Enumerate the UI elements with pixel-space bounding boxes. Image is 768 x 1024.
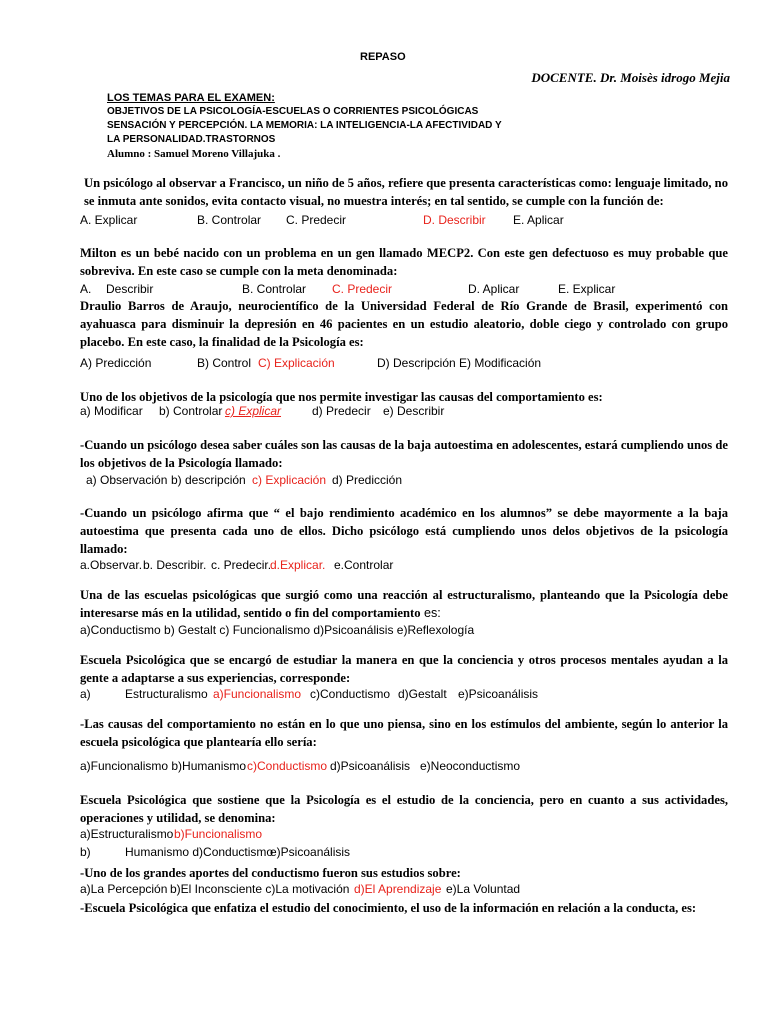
option: a.Observar.: [80, 558, 143, 572]
student-name: Alumno : Samuel Moreno Villajuka .: [107, 148, 281, 160]
option-correct: d)El Aprendizaje: [354, 882, 442, 896]
question-text: Uno de los objetivos de la psicología que nos permite investigar las causas del comportamiento es:: [80, 390, 603, 404]
option: b) Controlar: [159, 404, 223, 418]
option: c)Conductismo: [310, 687, 391, 701]
option: b) descripción: [171, 473, 246, 487]
option: A.: [80, 282, 92, 296]
question-text: -Cuando un psicólogo desea saber cuáles son las causas de la baja autoestima en adolescentes, estará cumpliendo unos de los objetivos de la Psicología llamado:: [80, 438, 728, 470]
option-correct: d.Explicar.: [270, 558, 326, 572]
option: e)Neoconductismo: [420, 759, 521, 773]
topic-line: OBJETIVOS DE LA PSICOLOGÍA-ESCUELAS O CORRIENTES PSICOLÓGICAS: [107, 106, 479, 117]
option: b)El Inconsciente c)La motivación: [170, 882, 350, 896]
question-text-suffix: es:: [420, 606, 441, 620]
question-text: -Las causas del comportamiento no están en lo que uno piensa, sino en los estímulos del ambiente, según lo anterior la escuela psicológica que plantearía ello sería:: [80, 717, 728, 749]
option: e) Describir: [383, 404, 445, 418]
option: d) Predicción: [332, 473, 403, 487]
option: a)La Percepción: [80, 882, 168, 896]
question-text: Milton es un bebé nacido con un problema en un gen llamado MECP2. Con este gen defectuoso es muy probable que sobreviva. En este caso se cumple con la meta denominada:: [80, 246, 728, 278]
option: d)Gestalt: [398, 687, 447, 701]
question-text-main: Una de las escuelas psicológicas que surgió como una reacción al estructuralismo, planteando que la Psicología debe interesarse más en la utilidad, sentido o fin del comportamiento: [80, 588, 728, 620]
option: e)La Voluntad: [446, 882, 521, 896]
topics-heading: LOS TEMAS PARA EL EXAMEN:: [107, 92, 275, 104]
question-text: -Cuando un psicólogo afirma que “ el bajo rendimiento académico en los alumnos” se debe mayormente a la baja autoestima que presenta cada uno de ellos. Dicho psicólogo está cumpliendo unos delos objetivos de la psicología llamado:: [80, 506, 728, 556]
option-correct: c)Conductismo: [247, 759, 328, 773]
option: Describir: [106, 282, 154, 296]
option: d) Predecir: [312, 404, 371, 418]
question-text: Escuela Psicológica que sostiene que la Psicología es el estudio de la conciencia, pero en cuanto a sus actividades, operaciones y utilidad, se denomina:: [80, 793, 728, 825]
option: e.Controlar: [334, 558, 394, 572]
teacher-name: DOCENTE. Dr. Moisès idrogo Mejia: [531, 70, 730, 85]
topic-line: SENSACIÓN Y PERCEPCIÓN. LA MEMORIA: LA INTELIGENCIA-LA AFECTIVIDAD Y: [107, 120, 502, 131]
option-correct: c) Explicar: [225, 404, 282, 418]
question-text: -Escuela Psicológica que enfatiza el estudio del conocimiento, el uso de la información en relación a la conducta, es:: [80, 901, 697, 915]
option: B) Control: [197, 356, 252, 370]
option: b. Describir.: [143, 558, 207, 572]
option: D) Descripción E) Modificación: [377, 356, 542, 370]
option-correct: C) Explicación: [258, 356, 335, 370]
option-correct: C. Predecir: [332, 282, 393, 296]
question-text: -Uno de los grandes aportes del conductismo fueron sus estudios sobre:: [80, 866, 461, 880]
option: d)Psicoanálisis: [330, 759, 411, 773]
option: a): [80, 687, 91, 701]
option: a)Conductismo b) Gestalt c) Funcionalismo d)Psicoanálisis e)Reflexología: [80, 623, 475, 637]
option: Estructuralismo: [125, 687, 208, 701]
page-title: REPASO: [360, 51, 406, 63]
option: Humanismo d)Conductismo: [125, 845, 274, 859]
option: a) Observación: [86, 473, 168, 487]
topic-line: LA PERSONALIDAD.TRASTORNOS: [107, 134, 276, 145]
option: B. Controlar: [242, 282, 307, 296]
option: D. Aplicar: [468, 282, 520, 296]
option: A. Explicar: [80, 213, 138, 227]
option: C. Predecir: [286, 213, 347, 227]
option: E. Aplicar: [513, 213, 564, 227]
option-correct: a)Funcionalismo: [213, 687, 302, 701]
option: e)Psicoanálisis: [458, 687, 539, 701]
question-text: Draulio Barros de Araujo, neurocientífico de la Universidad Federal de Río Grande de Brasil, experimentó con ayahuasca para disminuir la depresión en 46 pacientes en un estudio aleatorio, doble ciego y controlado con grupo placebo. En este caso, la finalidad de la Psicología es:: [80, 299, 728, 349]
question-text: Un psicólogo al observar a Francisco, un niño de 5 años, refiere que presenta características como: lenguaje limitado, no se inmuta ante sonidos, evita contacto visual, no muestra interés; en tal sentido, se cumple con la función de:: [84, 176, 728, 208]
option-correct: b)Funcionalismo: [174, 827, 263, 841]
option: a)Funcionalismo b)Humanismo: [80, 759, 247, 773]
option-correct: D. Describir: [423, 213, 486, 227]
option: B. Controlar: [197, 213, 262, 227]
option: a) Modificar: [80, 404, 143, 418]
option: b): [80, 845, 91, 859]
option: c. Predecir.: [211, 558, 272, 572]
option: A) Predicción: [80, 356, 152, 370]
option: a)Estructuralismo: [80, 827, 174, 841]
question-text: [80, 586, 728, 622]
question-text: Escuela Psicológica que se encargó de estudiar la manera en que la conciencia y otros procesos mentales ayudan a la gente a adaptarse a sus experiencias, corresponde:: [80, 653, 728, 685]
option: e)Psicoanálisis: [270, 845, 351, 859]
option-correct: c) Explicación: [252, 473, 327, 487]
option: E. Explicar: [558, 282, 616, 296]
